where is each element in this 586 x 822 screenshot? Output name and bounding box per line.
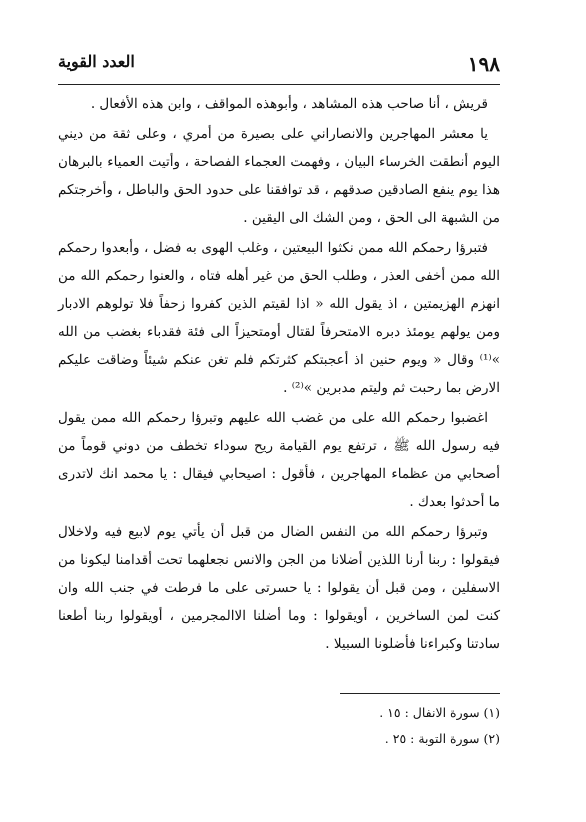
paragraph: اغضبوا رحمكم الله على من غضب الله عليهم وتبرؤا رحمكم الله ممن يقول فيه رسول الله ﷺ ، ترتفع يوم القيامة ريح سوداء تخطف من دوني قوماً من أصحابي من عظماء المهاجرين ، فأقول : اصيحابي فيقال : يا محمد انك لاتدرى ما أحدثوا بعدك . <box>58 410 500 510</box>
running-title: العدد القوية <box>58 52 135 71</box>
page-number: ١٩٨ <box>467 52 500 76</box>
paragraph: يا معشر المهاجرين والانصاراني على بصيرة من أمري ، وعلى ثقة من ديني اليوم أنطقت الخرساء البيان ، وفهمت العجماء الفصاحة ، وأتيت العمياء بالبرهان هذا يوم ينفع الصادقين صدقهم ، قد توافقنا على حدود الحق والباطل ، وأخرجتكم من الشبهة الى الحق ، ومن الشك الى اليقين . <box>58 126 500 226</box>
footnote: (٢) سورة التوبة : ٢٥ . <box>384 731 500 746</box>
paragraph: فتبرؤا رحمكم الله ممن نكثوا البيعتين ، وغلب الهوى به فضل ، وأبعدوا رحمكم الله ممن أخفى العذر ، وطلب الحق من غير أهله فتاه ، والعنوا رحمكم الله من انهزم الهزيمتين ، اذ يقول الله « اذا لقيتم الذين كفروا زحفاً فلا تولوهم الادبار ومن يولهم يومئذ دبره الامتحرفاً لقتال أومتحيزاً الى فئة فقدباء بغضب من الله »⁽¹⁾ وقال « ويوم حنين اذ أعجبتكم كثرتكم فلم تغن عنكم شيئاً وضاقت عليكم الارض بما رحبت ثم وليتم مدبرين »⁽²⁾ . <box>58 240 500 396</box>
paragraph: قريش ، أنا صاحب هذه المشاهد ، وأبوهذه المواقف ، وابن هذه الأفعال . <box>90 96 488 112</box>
footnote: (١) سورة الانفال : ١٥ . <box>379 705 500 720</box>
footnotes <box>140 700 500 752</box>
paragraph: وتبرؤا رحمكم الله من النفس الضال من قبل أن يأتي يوم لابيع فيه ولاخلال فيقولوا : ربنا أرنا اللذين أضلانا من الجن والانس نجعلهما تحت أقدامنا ليكونا من الاسفلين ، ومن قبل أن يقولوا : يا حسرتى على ما فرطت في جنب الله وان كنت لمن الساخرين ، أويقولوا : وما أضلنا الاالمجرمين ، أويقولوا ربنا أطعنا سادتنا وكبراءنا فأضلونا السبيلا . <box>58 524 500 652</box>
footnote-divider <box>340 693 500 694</box>
main-text <box>58 90 500 658</box>
page-header <box>58 52 500 80</box>
header-divider <box>58 84 500 85</box>
